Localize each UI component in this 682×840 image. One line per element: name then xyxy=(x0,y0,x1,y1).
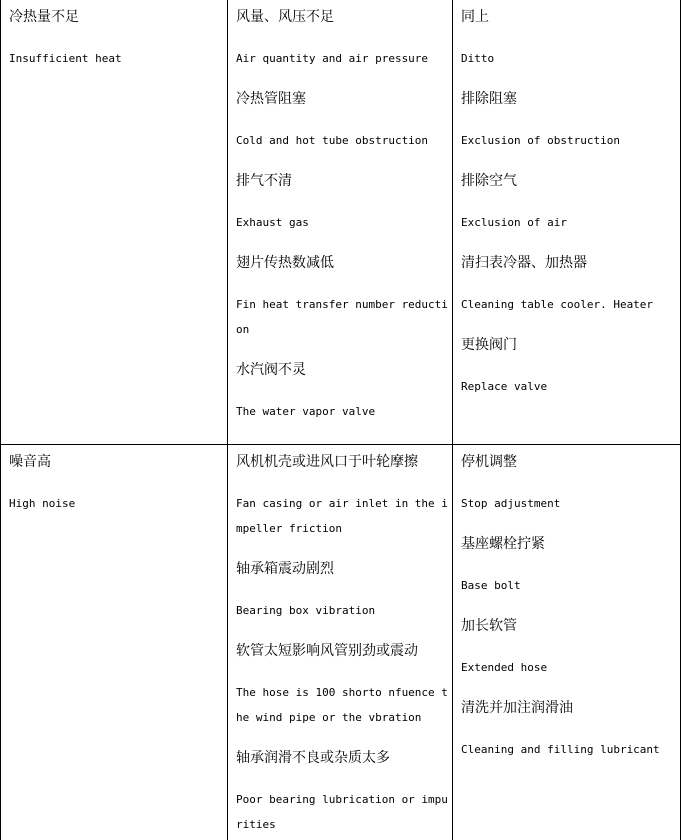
cause-cell xyxy=(228,445,453,840)
fault-cell xyxy=(1,0,228,445)
paragraph-en: Replace valve xyxy=(461,380,548,393)
paragraph-en: Exclusion of obstruction xyxy=(461,134,620,147)
table-row xyxy=(1,445,681,840)
remedy-cell xyxy=(453,445,681,840)
paragraph-en: Bearing box vibration xyxy=(236,604,376,617)
table-row xyxy=(1,0,681,445)
paragraph-en: The water vapor valve xyxy=(236,405,376,418)
paragraph-zh: 排除空气 xyxy=(461,173,517,189)
paragraph-en: Exclusion of air xyxy=(461,216,567,229)
paragraph-en: The hose is 100 shorto nfuence the wind pipe or the vbration xyxy=(236,686,448,724)
paragraph-zh: 翅片传热数减低 xyxy=(236,255,334,271)
paragraph-zh: 水汽阀不灵 xyxy=(236,362,306,378)
paragraph-en: Fin heat transfer number reduction xyxy=(236,298,448,336)
paragraph-zh: 清扫表冷器、加热器 xyxy=(461,255,587,271)
paragraph-en: Cleaning and filling lubricant xyxy=(461,743,660,756)
paragraph-zh: 停机调整 xyxy=(461,454,517,470)
paragraph-en: Extended hose xyxy=(461,661,548,674)
table-body xyxy=(1,0,681,840)
paragraph-zh: 更换阀门 xyxy=(461,337,517,353)
paragraph-zh: 冷热管阻塞 xyxy=(236,91,306,107)
paragraph-en: Poor bearing lubrication or impurities xyxy=(236,793,448,831)
paragraph-zh: 排除阻塞 xyxy=(461,91,517,107)
remedy-cell xyxy=(453,0,681,445)
paragraph-zh: 风机机壳或进风口于叶轮摩擦 xyxy=(236,454,418,470)
paragraph-en: Base bolt xyxy=(461,579,521,592)
paragraph-zh: 噪音高 xyxy=(9,454,51,470)
paragraph-en: High noise xyxy=(9,497,76,510)
paragraph-en: Ditto xyxy=(461,52,495,65)
paragraph-zh: 同上 xyxy=(461,9,489,25)
paragraph-zh: 轴承润滑不良或杂质太多 xyxy=(236,750,390,766)
paragraph-zh: 轴承箱震动剧烈 xyxy=(236,561,334,577)
paragraph-en: Cold and hot tube obstruction xyxy=(236,134,429,147)
paragraph-zh: 风量、风压不足 xyxy=(236,9,334,25)
paragraph-zh: 冷热量不足 xyxy=(9,9,79,25)
paragraph-en: Insufficient heat xyxy=(9,52,122,65)
paragraph-zh: 加长软管 xyxy=(461,618,517,634)
cause-cell xyxy=(228,0,453,445)
paragraph-zh: 排气不清 xyxy=(236,173,292,189)
paragraph-en: Fan casing or air inlet in the impeller friction xyxy=(236,497,448,535)
paragraph-en: Exhaust gas xyxy=(236,216,309,229)
paragraph-en: Air quantity and air pressure xyxy=(236,52,429,65)
paragraph-zh: 基座螺栓拧紧 xyxy=(461,536,545,552)
paragraph-zh: 清洗并加注润滑油 xyxy=(461,700,573,716)
paragraph-zh: 软管太短影响风管别劲或震动 xyxy=(236,643,418,659)
fault-cell xyxy=(1,445,228,840)
paragraph-en: Stop adjustment xyxy=(461,497,561,510)
paragraph-en: Cleaning table cooler. Heater xyxy=(461,298,654,311)
